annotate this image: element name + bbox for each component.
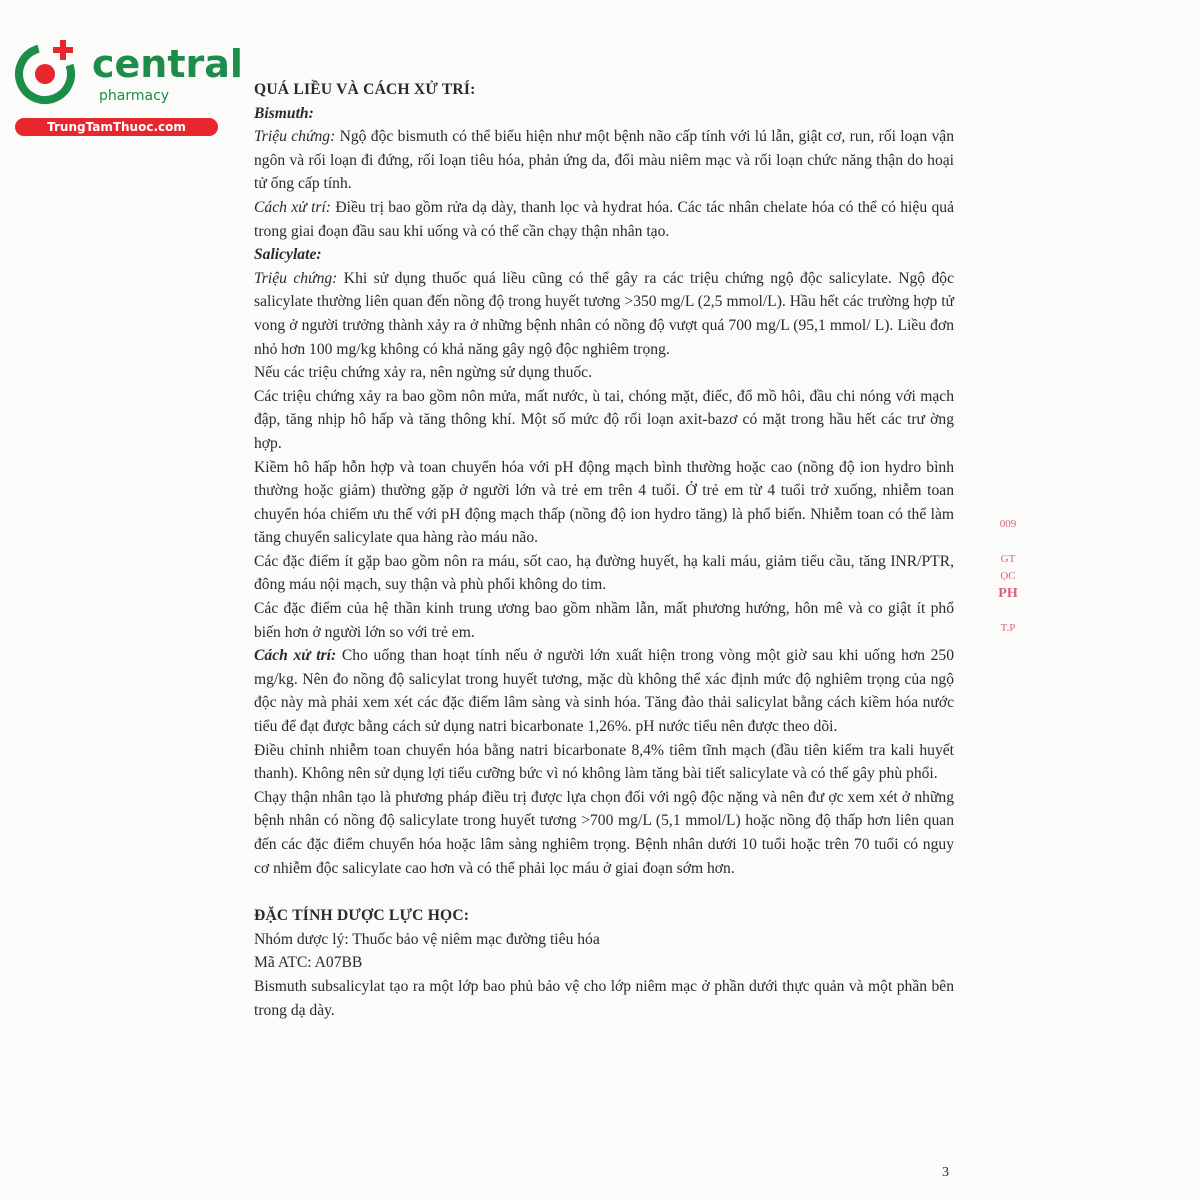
bismuth-symptoms-label: Triệu chứng: [254, 128, 336, 146]
section-gap [254, 880, 954, 904]
salicylate-paragraph-2: Các triệu chứng xảy ra bao gồm nôn mửa, mất nước, ù tai, chóng mặt, điếc, đổ mồ hôi, đầu chi nóng với mạch đập, tăng nhịp hô hấp và tăng thông khí. Một số mức độ rối loạn axit-bazơ có mặt trong hầu hết các trư ờng hợp. [254, 387, 954, 452]
stamp-line-5: T.P [1000, 622, 1016, 634]
brand-url-badge: TrungTamThuoc.com [15, 118, 218, 136]
salicylate-symptoms-label: Triệu chứng: [254, 269, 338, 287]
pharmacodynamics-heading: ĐẶC TÍNH DƯỢC LỰC HỌC: [254, 907, 470, 925]
salicylate-paragraph-5: Các đặc điểm của hệ thần kinh trung ương bao gồm nhầm lẫn, mất phương hướng, hôn mê và co giật ít phổ biến hơn ở người lớn so với trẻ em. [254, 600, 954, 641]
salicylate-paragraph-7: Chạy thận nhân tạo là phương pháp điều trị được lựa chọn đối với ngộ độc nặng và nên đư ợc xem xét ở những bệnh nhân có nồng độ salicylate trong huyết tương >700 mg/L (5,1 mmol/L) hoặc nồng độ thấp hơn liên quan đến các đặc điểm chuyển hóa hoặc lâm sàng nghiêm trọng. Bệnh nhân dưới 10 tuổi hoặc trên 70 tuổi có nguy cơ nhiễm độc salicylate cao hơn và có thể phải lọc máu ở giai đoạn sớm hơn. [254, 788, 954, 877]
overdose-heading: QUÁ LIỀU VÀ CÁCH XỬ TRÍ: [254, 81, 476, 98]
salicylate-paragraph-3: Kiềm hô hấp hỗn hợp và toan chuyển hóa với pH động mạch bình thường hoặc cao (nồng độ ion hydro bình thường hoặc giảm) thường gặp ở người lớn và trẻ em trên 4 tuổi. Ở trẻ em từ 4 tuổi trở xuống, nhiễm toan chuyển hóa chiếm ưu thế với pH động mạch thấp (nồng độ ion hydro tăng) là phổ biến. Nhiễm toan có thể làm tăng chuyển salicylate qua hàng rào máu não. [254, 458, 954, 547]
brand-subtitle: pharmacy [99, 88, 170, 104]
salicylate-symptoms-text: Khi sử dụng thuốc quá liều cũng có thể gây ra các triệu chứng ngộ độc salicylate. Ngộ độc salicylate thường liên quan đến nồng độ trong huyết tương >350 mg/L (2,5 mmol/L). Hầu hết các trường hợp tử vong ở người trưởng thành xảy ra ở những bệnh nhân có nồng độ vượt quá 700 mg/L (95,1 mmol/ L). Liều đơn nhỏ hơn 100 mg/kg không có khả năng gây ngộ độc nghiêm trọng. [254, 269, 955, 358]
salicylate-paragraph-4: Các đặc điểm ít gặp bao gồm nôn ra máu, sốt cao, hạ đường huyết, hạ kali máu, giảm tiểu cầu, tăng INR/PTR, đông máu nội mạch, suy thận và phù phổi không do tim. [254, 552, 954, 594]
bismuth-treatment-label: Cách xử trí: [254, 198, 331, 216]
approval-stamp [993, 518, 1023, 657]
atc-code: Mã ATC: A07BB [254, 954, 363, 972]
bismuth-treatment [254, 196, 954, 243]
stamp-line-4: PH [998, 586, 1018, 601]
brand-name: central [92, 42, 243, 86]
salicylate-treatment-text: Cho uống than hoạt tính nếu ở người lớn xuất hiện trong vòng một giờ sau khi uống hơn 250 mg/kg. Nên đo nồng độ salicylat trong huyết tương, mặc dù không thể xác định mức độ nghiêm trọng của ngộ độc này mà phải xem xét các đặc điểm lâm sàng và sinh hóa. Tăng đào thải salicylat bằng cách kiềm hóa nước tiểu để đạt được bằng cách sử dụng natri bicarbonate 1,26%. pH nước tiểu nên được theo dõi. [254, 647, 955, 736]
bismuth-symptoms [254, 125, 954, 196]
central-pharmacy-logo-icon [12, 36, 84, 108]
bismuth-title: Bismuth: [254, 104, 314, 122]
salicylate-symptoms [254, 267, 954, 361]
salicylate-paragraph-6: Điều chỉnh nhiễm toan chuyển hóa bằng natri bicarbonate 8,4% tiêm tĩnh mạch (đầu tiên kiểm tra kali huyết thanh). Không nên sử dụng lợi tiểu cưỡng bức vì nó không làm tăng bài tiết salicylate và có thể gây phù phổi. [254, 741, 954, 783]
salicylate-treatment-label: Cách xử trí: [254, 647, 337, 665]
pharmacological-group: Nhóm dược lý: Thuốc bảo vệ niêm mạc đường tiêu hóa [254, 930, 600, 948]
stamp-line-3: ỌC [1000, 570, 1016, 582]
bismuth-treatment-text: Điều trị bao gồm rửa dạ dày, thanh lọc và hydrat hóa. Các tác nhân chelate hóa có thể có hiệu quả trong giai đoạn đầu sau khi uống và có thể cần chạy thận nhân tạo. [254, 198, 954, 240]
pharmacodynamics-description: Bismuth subsalicylat tạo ra một lớp bao phủ bảo vệ cho lớp niêm mạc ở phần dưới thực quản và một phần bên trong dạ dày. [254, 977, 954, 1019]
brand-logo [8, 36, 243, 136]
salicylate-title: Salicylate: [254, 246, 322, 264]
stamp-line-1: 009 [999, 518, 1017, 530]
salicylate-paragraph-1: Nếu các triệu chứng xảy ra, nên ngừng sử dụng thuốc. [254, 364, 592, 382]
page-number: 3 [942, 1165, 949, 1180]
document-body [254, 78, 954, 1022]
stamp-line-2: GT [1000, 553, 1016, 565]
salicylate-treatment [254, 644, 954, 738]
bismuth-symptoms-text: Ngộ độc bismuth có thể biểu hiện như một bệnh não cấp tính với lú lẫn, giật cơ, run, rối loạn vận ngôn và rối loạn đi đứng, rối loạn tiêu hóa, phản ứng da, đổi màu niêm mạc và rối loạn chức năng thận do hoại tử ống cấp tính. [254, 128, 955, 193]
